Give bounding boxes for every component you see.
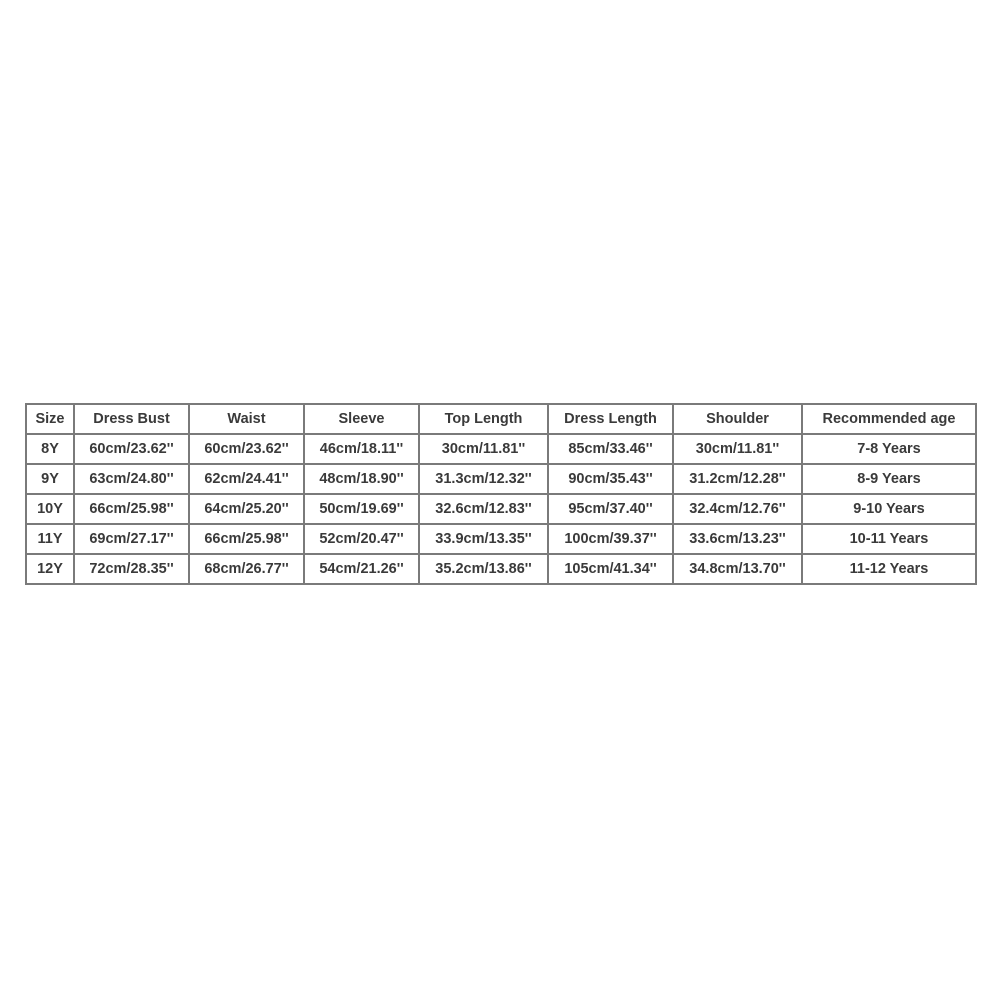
cell-dress-bust: 63cm/24.80'' bbox=[74, 464, 189, 494]
table-row bbox=[26, 434, 976, 464]
cell-size: 10Y bbox=[26, 494, 74, 524]
cell-top-length: 32.6cm/12.83'' bbox=[419, 494, 548, 524]
header-dress-length: Dress Length bbox=[548, 404, 673, 434]
cell-shoulder: 32.4cm/12.76'' bbox=[673, 494, 802, 524]
cell-dress-length: 95cm/37.40'' bbox=[548, 494, 673, 524]
cell-size: 11Y bbox=[26, 524, 74, 554]
cell-top-length: 30cm/11.81'' bbox=[419, 434, 548, 464]
cell-shoulder: 34.8cm/13.70'' bbox=[673, 554, 802, 584]
cell-sleeve: 48cm/18.90'' bbox=[304, 464, 419, 494]
cell-recommended-age: 10-11 Years bbox=[802, 524, 976, 554]
cell-sleeve: 50cm/19.69'' bbox=[304, 494, 419, 524]
header-sleeve: Sleeve bbox=[304, 404, 419, 434]
cell-dress-length: 90cm/35.43'' bbox=[548, 464, 673, 494]
size-chart-table bbox=[25, 403, 977, 585]
header-shoulder: Shoulder bbox=[673, 404, 802, 434]
cell-dress-length: 100cm/39.37'' bbox=[548, 524, 673, 554]
cell-dress-bust: 60cm/23.62'' bbox=[74, 434, 189, 464]
cell-recommended-age: 7-8 Years bbox=[802, 434, 976, 464]
cell-dress-bust: 66cm/25.98'' bbox=[74, 494, 189, 524]
cell-size: 12Y bbox=[26, 554, 74, 584]
table-row bbox=[26, 494, 976, 524]
cell-size: 9Y bbox=[26, 464, 74, 494]
cell-dress-bust: 69cm/27.17'' bbox=[74, 524, 189, 554]
cell-waist: 64cm/25.20'' bbox=[189, 494, 304, 524]
cell-size: 8Y bbox=[26, 434, 74, 464]
cell-waist: 60cm/23.62'' bbox=[189, 434, 304, 464]
cell-waist: 68cm/26.77'' bbox=[189, 554, 304, 584]
cell-recommended-age: 8-9 Years bbox=[802, 464, 976, 494]
cell-sleeve: 54cm/21.26'' bbox=[304, 554, 419, 584]
header-dress-bust: Dress Bust bbox=[74, 404, 189, 434]
cell-dress-length: 105cm/41.34'' bbox=[548, 554, 673, 584]
cell-top-length: 35.2cm/13.86'' bbox=[419, 554, 548, 584]
header-row bbox=[26, 404, 976, 434]
cell-dress-bust: 72cm/28.35'' bbox=[74, 554, 189, 584]
cell-sleeve: 46cm/18.11'' bbox=[304, 434, 419, 464]
cell-dress-length: 85cm/33.46'' bbox=[548, 434, 673, 464]
table-row bbox=[26, 554, 976, 584]
cell-shoulder: 30cm/11.81'' bbox=[673, 434, 802, 464]
cell-recommended-age: 11-12 Years bbox=[802, 554, 976, 584]
cell-recommended-age: 9-10 Years bbox=[802, 494, 976, 524]
cell-waist: 62cm/24.41'' bbox=[189, 464, 304, 494]
table-row bbox=[26, 524, 976, 554]
header-waist: Waist bbox=[189, 404, 304, 434]
cell-top-length: 33.9cm/13.35'' bbox=[419, 524, 548, 554]
header-size: Size bbox=[26, 404, 74, 434]
header-top-length: Top Length bbox=[419, 404, 548, 434]
cell-sleeve: 52cm/20.47'' bbox=[304, 524, 419, 554]
table-row bbox=[26, 464, 976, 494]
cell-top-length: 31.3cm/12.32'' bbox=[419, 464, 548, 494]
cell-shoulder: 31.2cm/12.28'' bbox=[673, 464, 802, 494]
header-recommended-age: Recommended age bbox=[802, 404, 976, 434]
cell-waist: 66cm/25.98'' bbox=[189, 524, 304, 554]
cell-shoulder: 33.6cm/13.23'' bbox=[673, 524, 802, 554]
